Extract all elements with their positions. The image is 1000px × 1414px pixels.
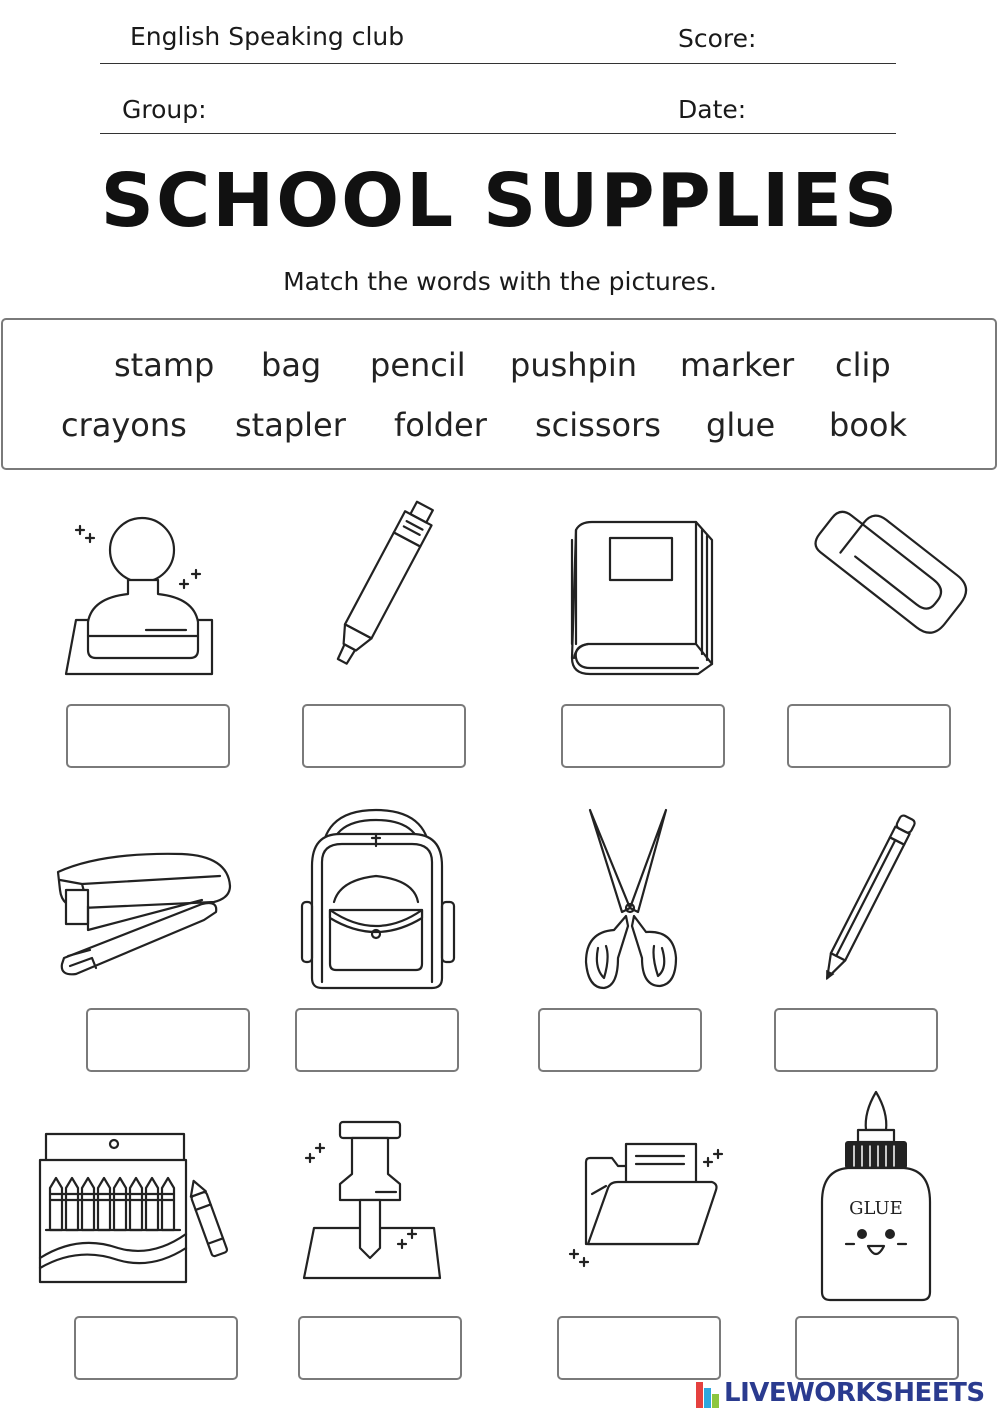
liveworksheets-logo-text: LIVEWORKSHEETS xyxy=(724,1378,985,1408)
stapler-icon xyxy=(52,850,234,980)
word-book: book xyxy=(829,406,907,444)
answer-box-bag[interactable] xyxy=(295,1008,459,1072)
answer-box-stamp[interactable] xyxy=(66,704,230,768)
pushpin-icon xyxy=(300,1118,442,1280)
answer-box-pencil[interactable] xyxy=(774,1008,938,1072)
answer-box-book[interactable] xyxy=(561,704,725,768)
scissors-icon xyxy=(582,808,678,992)
liveworksheets-logo xyxy=(696,1378,996,1410)
marker-icon xyxy=(322,496,446,674)
page-title: SCHOOL SUPPLIES xyxy=(100,158,900,244)
word-bank xyxy=(1,318,997,470)
paper-clip-icon xyxy=(790,522,950,670)
club-name: English Speaking club xyxy=(130,22,405,51)
answer-box-glue[interactable] xyxy=(795,1316,959,1380)
stamp-icon xyxy=(62,510,222,680)
instructions: Match the words with the pictures. xyxy=(283,267,717,296)
answer-box-crayons[interactable] xyxy=(74,1316,238,1380)
word-glue: glue xyxy=(706,406,776,444)
header-rule-2 xyxy=(100,133,896,134)
liveworksheets-logo-icon xyxy=(696,1382,720,1408)
word-crayons: crayons xyxy=(61,406,187,444)
answer-box-stapler[interactable] xyxy=(86,1008,250,1072)
word-pushpin: pushpin xyxy=(510,346,638,384)
answer-box-pushpin[interactable] xyxy=(298,1316,462,1380)
answer-box-marker[interactable] xyxy=(302,704,466,768)
backpack-icon xyxy=(300,806,460,990)
glue-bottle-icon xyxy=(818,1090,934,1304)
word-marker: marker xyxy=(680,346,795,384)
date-label: Date: xyxy=(678,95,747,124)
word-stamp: stamp xyxy=(114,346,215,384)
answer-box-scissors[interactable] xyxy=(538,1008,702,1072)
glue-label-text: GLUE xyxy=(849,1198,903,1219)
group-label: Group: xyxy=(122,95,207,124)
word-stapler: stapler xyxy=(235,406,346,444)
score-label: Score: xyxy=(678,24,757,53)
word-pencil: pencil xyxy=(370,346,466,384)
crayons-icon xyxy=(38,1130,226,1286)
book-icon xyxy=(566,518,718,678)
answer-box-folder[interactable] xyxy=(557,1316,721,1380)
pencil-icon xyxy=(822,806,914,990)
word-bag: bag xyxy=(261,346,322,384)
folder-icon xyxy=(566,1134,722,1274)
word-folder: folder xyxy=(394,406,487,444)
answer-box-clip[interactable] xyxy=(787,704,951,768)
word-clip: clip xyxy=(835,346,891,384)
header-rule-1 xyxy=(100,63,896,64)
word-scissors: scissors xyxy=(535,406,661,444)
